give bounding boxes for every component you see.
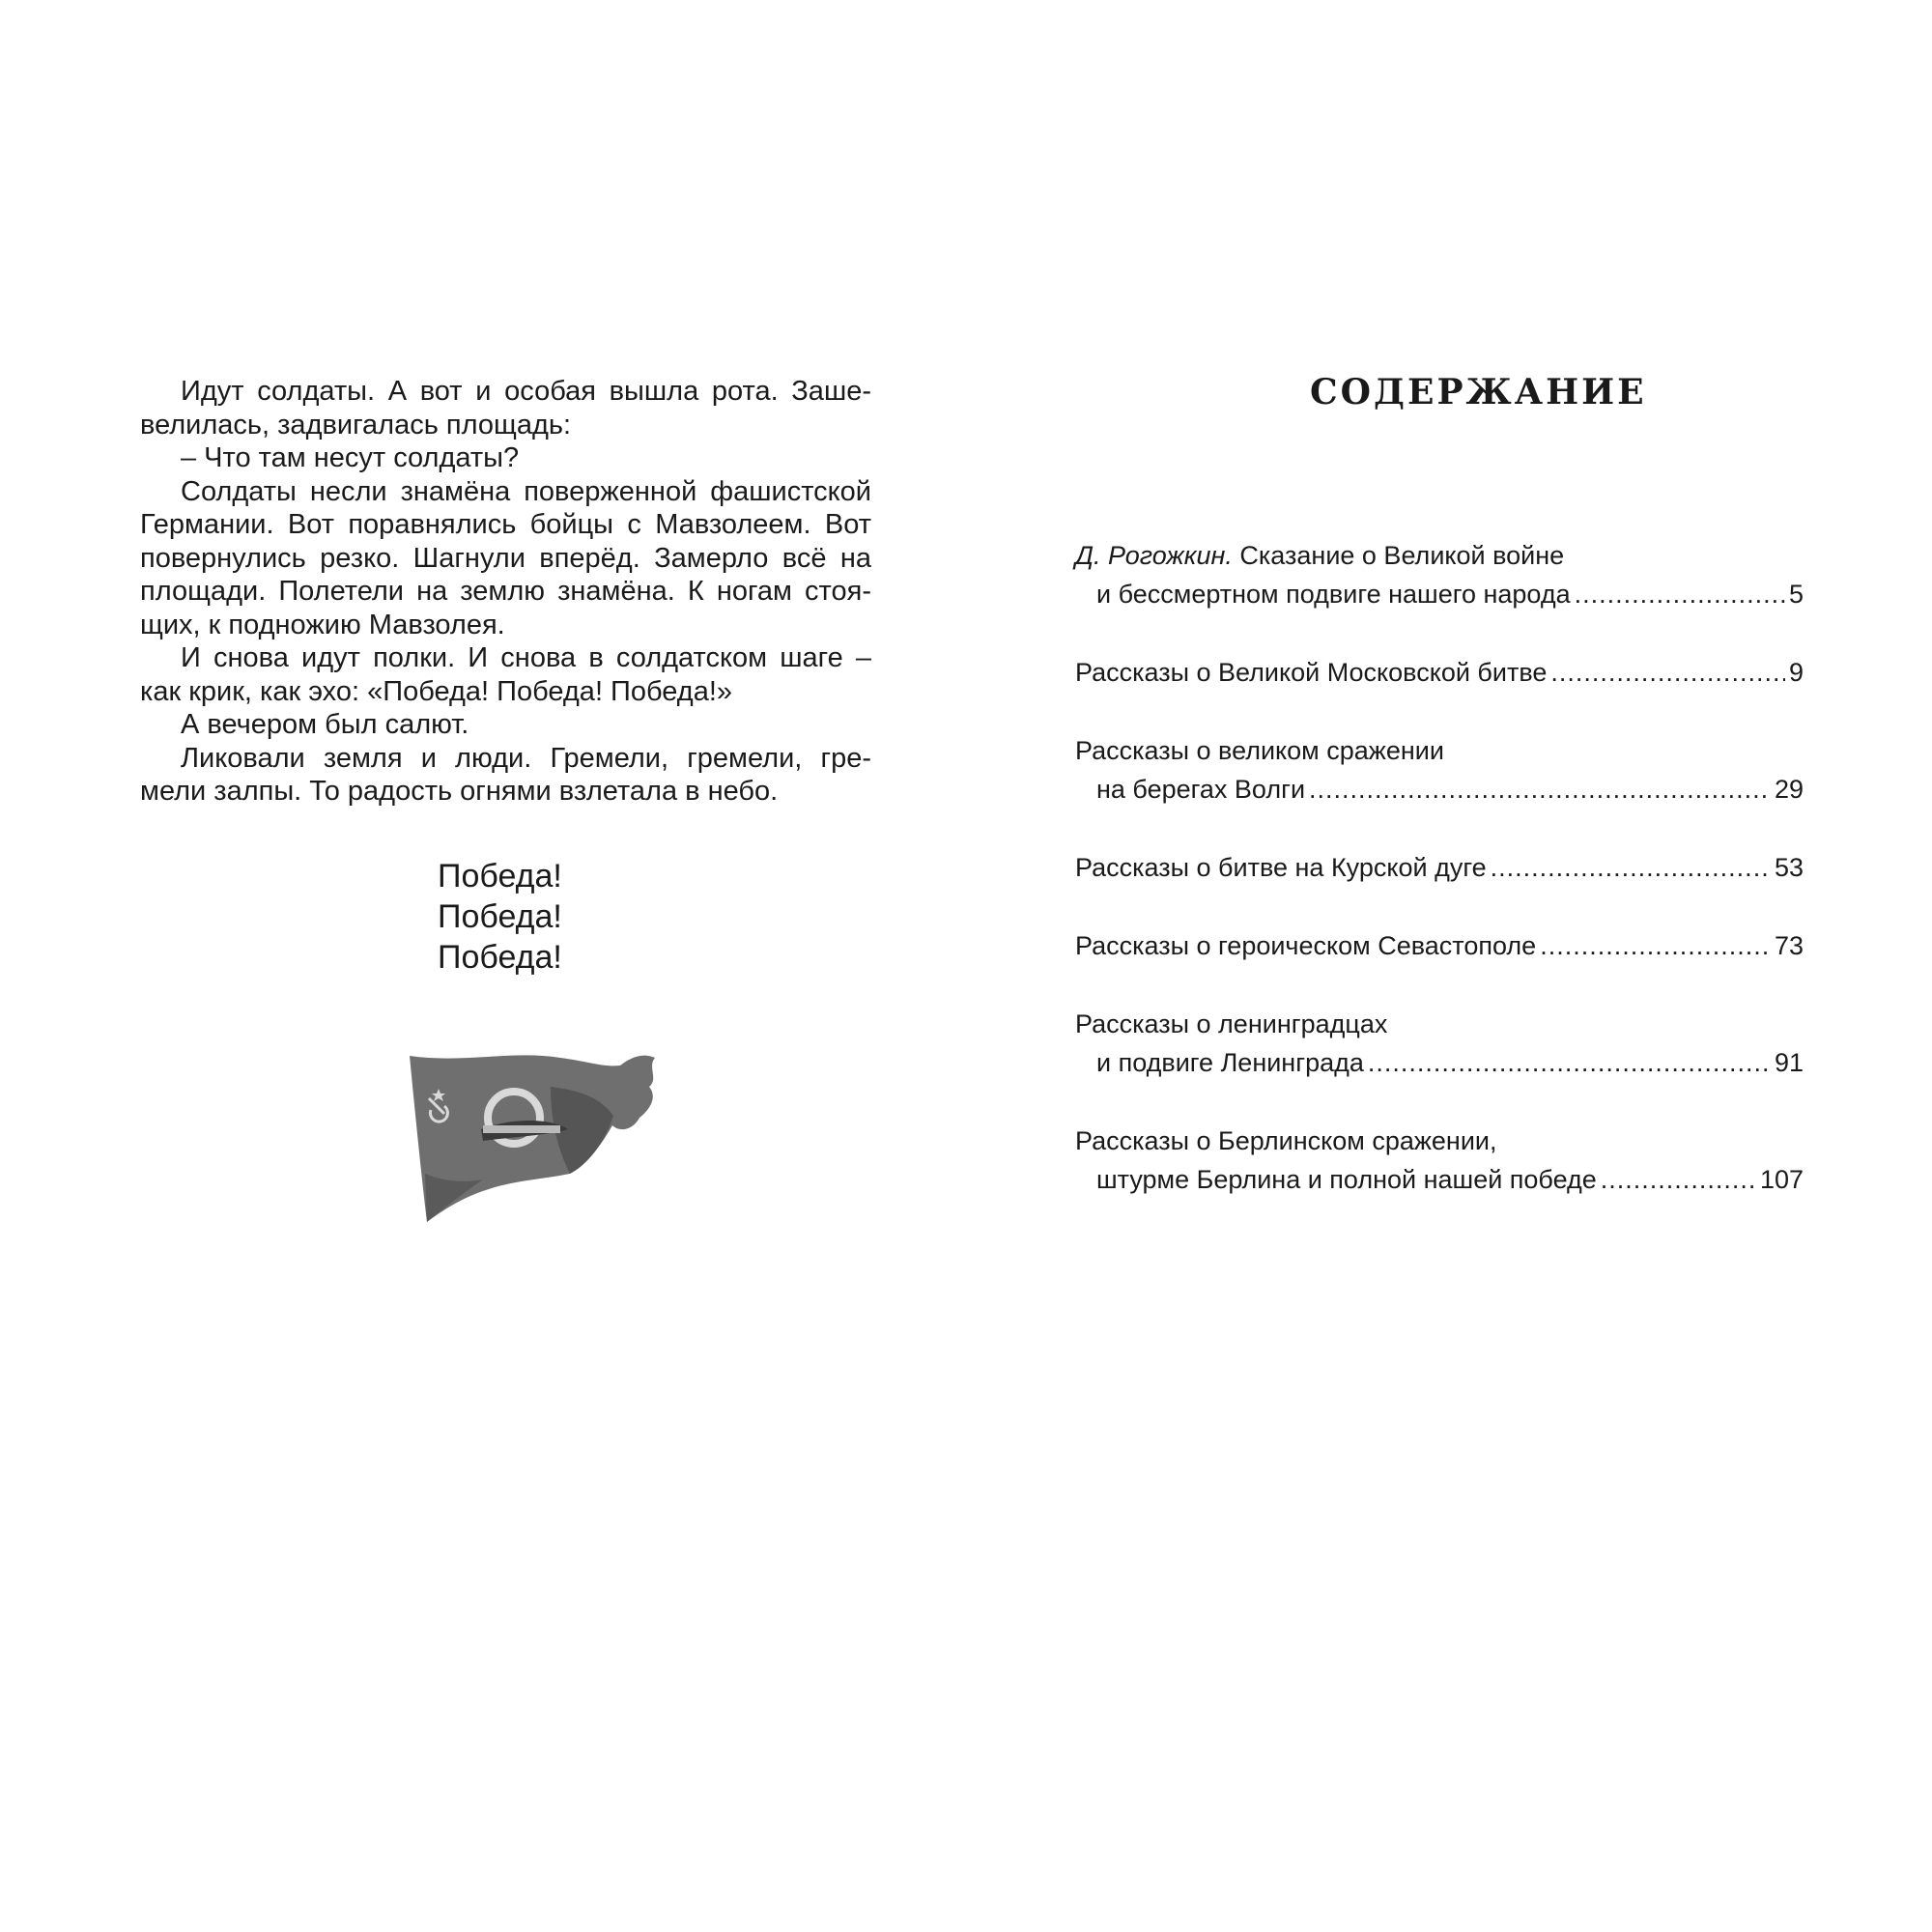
toc-text: Рассказы о героическом Севастополе bbox=[1075, 931, 1537, 960]
toc-line bbox=[1075, 731, 1804, 770]
dot-leader bbox=[1309, 770, 1771, 809]
prose-line: повернулись резко. Шагнули вперёд. Замерло всё на bbox=[140, 542, 871, 574]
toc-line bbox=[1075, 1043, 1804, 1082]
toc-line bbox=[1075, 575, 1804, 613]
toc-entry[interactable] bbox=[1075, 848, 1804, 887]
toc-text: на берегах Волги bbox=[1096, 775, 1306, 804]
toc-line bbox=[1075, 1160, 1804, 1199]
toc-page-number: 107 bbox=[1759, 1165, 1804, 1194]
dot-leader bbox=[1550, 653, 1785, 692]
victory-cheer bbox=[438, 856, 562, 978]
table-of-contents bbox=[1075, 536, 1804, 1238]
toc-entry[interactable] bbox=[1075, 653, 1804, 692]
prose-line: площади. Полетели на землю знамёна. К ногам стоя- bbox=[140, 576, 871, 607]
toc-line bbox=[1075, 1122, 1804, 1160]
toc-entry[interactable] bbox=[1075, 1005, 1804, 1082]
toc-text: и подвиге Ленинграда bbox=[1096, 1048, 1364, 1077]
prose-line: как крик, как эхо: «Победа! Победа! Победа!» bbox=[140, 675, 733, 707]
soviet-flag-icon bbox=[406, 1029, 667, 1232]
dot-leader bbox=[1368, 1043, 1771, 1082]
dot-leader bbox=[1540, 926, 1771, 965]
toc-text: Сказание о Великой войне bbox=[1239, 541, 1565, 570]
toc-page-number: 73 bbox=[1774, 931, 1804, 960]
toc-text: Рассказы о Великой Московской битве bbox=[1075, 658, 1548, 687]
prose-line: мели залпы. То радость огнями взлетала в небо. bbox=[140, 776, 779, 807]
toc-text: штурме Берлина и полной нашей победе bbox=[1096, 1165, 1597, 1194]
toc-line bbox=[1075, 653, 1804, 692]
prose-line: И снова идут полки. И снова в солдатском шаге – bbox=[181, 642, 871, 673]
toc-line bbox=[1075, 926, 1804, 965]
prose-line: – Что там несут солдаты? bbox=[181, 442, 520, 473]
cheer-line: Победа! bbox=[438, 858, 562, 895]
prose-line: Германии. Вот поравнялись бойцы с Мавзолеем. Вот bbox=[140, 509, 871, 540]
toc-text: Рассказы о ленинградцах bbox=[1075, 1009, 1388, 1038]
cheer-line: Победа! bbox=[438, 939, 562, 976]
prose-line: велилась, задвигалась площадь: bbox=[140, 409, 572, 440]
toc-line bbox=[1075, 770, 1804, 809]
toc-entry[interactable] bbox=[1075, 536, 1804, 613]
toc-text: Рассказы о битве на Курской дуге bbox=[1075, 853, 1487, 882]
toc-page-number: 5 bbox=[1788, 580, 1804, 609]
toc-entry[interactable] bbox=[1075, 731, 1804, 809]
toc-author: Д. Рогожкин. bbox=[1075, 541, 1233, 570]
toc-line bbox=[1075, 1005, 1804, 1043]
toc-entry[interactable] bbox=[1075, 1122, 1804, 1199]
flag-shade bbox=[425, 1174, 483, 1222]
toc-text: Рассказы о Берлинском сражении, bbox=[1075, 1126, 1497, 1155]
toc-line bbox=[1075, 536, 1804, 575]
dot-leader bbox=[1491, 848, 1771, 887]
contents-title: СОДЕРЖАНИЕ bbox=[1310, 372, 1647, 412]
helmet-band bbox=[483, 1125, 560, 1133]
prose-line: Идут солдаты. А вот и особая вышла рота. Заше- bbox=[181, 376, 871, 407]
toc-page-number: 53 bbox=[1774, 853, 1804, 882]
prose-line: Ликовали земля и люди. Гремели, гремели, гре- bbox=[181, 742, 871, 774]
toc-text: Рассказы о великом сражении bbox=[1075, 736, 1444, 765]
dot-leader bbox=[1575, 575, 1785, 613]
toc-entry[interactable] bbox=[1075, 926, 1804, 965]
toc-text: и бессмертном подвиге нашего народа bbox=[1096, 580, 1571, 609]
prose-line: А вечером был салют. bbox=[181, 709, 469, 740]
story-text bbox=[140, 375, 871, 809]
toc-page-number: 91 bbox=[1774, 1048, 1804, 1077]
prose-line: Солдаты несли знамёна поверженной фашистской bbox=[181, 475, 871, 507]
cheer-line: Победа! bbox=[438, 898, 562, 935]
prose-line: щих, к подножию Мавзолея. bbox=[140, 609, 505, 640]
toc-line bbox=[1075, 848, 1804, 887]
toc-page-number: 9 bbox=[1788, 658, 1804, 687]
toc-page-number: 29 bbox=[1774, 775, 1804, 804]
dot-leader bbox=[1601, 1160, 1756, 1199]
